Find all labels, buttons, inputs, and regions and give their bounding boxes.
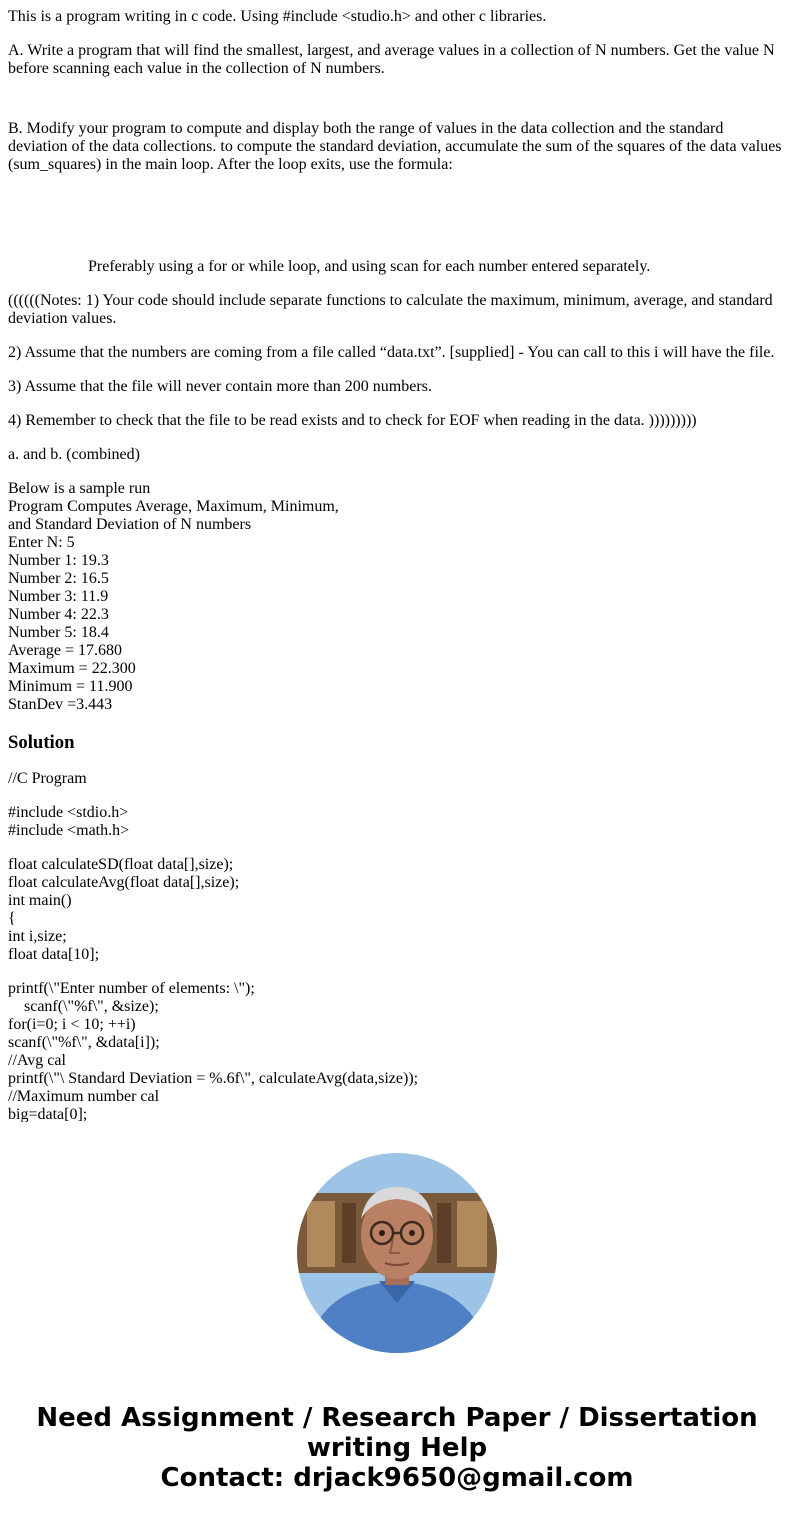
question-content <box>8 8 786 1122</box>
sample-run-line: Number 5: 18.4 <box>8 624 109 641</box>
sample-run-line: Number 4: 22.3 <box>8 606 109 623</box>
part-b-text: B. Modify your program to compute and display both the range of values in the data collection and the standard deviation of the data collections. to compute the standard deviation, accumulate the sum of the squares of the data values (sum_squares) in the main loop. After the loop exits, use the formula: <box>8 120 782 173</box>
sample-run-line: Enter N: 5 <box>8 534 75 551</box>
sample-run-line: StanDev =3.443 <box>8 696 113 713</box>
sample-run-line: Below is a sample run <box>8 480 151 497</box>
code-line: scanf(\"%f\", &size); <box>8 998 159 1015</box>
code-line: #include <math.h> <box>8 822 130 839</box>
code-line: big=data[0]; <box>8 1106 88 1122</box>
spacer <box>8 94 786 120</box>
person-photo-icon <box>297 1153 497 1353</box>
banner-line: Need Assignment / Research Paper / Dissertation <box>36 1403 758 1433</box>
sample-run <box>8 480 786 714</box>
note-2: 2) Assume that the numbers are coming from a file called “data.txt”. [supplied] - You can call to this i will have the file. <box>8 344 775 361</box>
sample-run-line: Maximum = 22.300 <box>8 660 136 677</box>
code-declarations <box>8 856 786 964</box>
sample-run-line: Number 2: 16.5 <box>8 570 109 587</box>
formula-placeholder <box>8 190 786 258</box>
code-line: scanf(\"%f\", &data[i]); <box>8 1034 160 1051</box>
code-line: float calculateSD(float data[],size); <box>8 856 234 873</box>
note-3: 3) Assume that the file will never contain more than 200 numbers. <box>8 378 432 395</box>
banner-line: writing Help <box>306 1433 488 1463</box>
code-line: #include <stdio.h> <box>8 804 129 821</box>
sample-run-line: Number 1: 19.3 <box>8 552 109 569</box>
avatar <box>297 1153 497 1353</box>
preferably-text: Preferably using a for or while loop, and using scan for each number entered separately. <box>88 258 651 275</box>
code-includes <box>8 804 786 840</box>
code-line: float data[10]; <box>8 946 100 963</box>
code-line: //Avg cal <box>8 1052 66 1069</box>
note-4: 4) Remember to check that the file to be read exists and to check for EOF when reading in the data. ))))))))) <box>8 412 697 429</box>
code-comment: //C Program <box>8 770 87 787</box>
code-line: printf(\"Enter number of elements: \"); <box>8 980 255 997</box>
sample-run-line: Program Computes Average, Maximum, Minimum, <box>8 498 339 515</box>
code-body <box>8 980 786 1122</box>
code-line: printf(\"\ Standard Deviation = %.6f\", calculateAvg(data,size)); <box>8 1070 419 1087</box>
combined-label: a. and b. (combined) <box>8 446 140 463</box>
contact-banner <box>0 1403 794 1493</box>
intro-text: This is a program writing in c code. Using #include <studio.h> and other c libraries. <box>8 8 547 25</box>
banner-contact: Contact: drjack9650@gmail.com <box>160 1463 634 1493</box>
solution-heading: Solution <box>8 732 75 753</box>
code-line: int main() <box>8 892 72 909</box>
sample-run-line: and Standard Deviation of N numbers <box>8 516 252 533</box>
code-line: for(i=0; i < 10; ++i) <box>8 1016 136 1033</box>
part-a-text: A. Write a program that will find the smallest, largest, and average values in a collection of N numbers. Get the value N before scanning each value in the collection of N numbers. <box>8 42 775 77</box>
code-line: int i,size; <box>8 928 67 945</box>
code-line: //Maximum number cal <box>8 1088 160 1105</box>
note-1: ((((((Notes: 1) Your code should include separate functions to calculate the maximum, minimum, average, and standard deviation values. <box>8 292 773 327</box>
code-line: float calculateAvg(float data[],size); <box>8 874 240 891</box>
sample-run-line: Number 3: 11.9 <box>8 588 109 605</box>
sample-run-line: Average = 17.680 <box>8 642 123 659</box>
sample-run-line: Minimum = 11.900 <box>8 678 133 695</box>
code-line: { <box>8 910 16 927</box>
